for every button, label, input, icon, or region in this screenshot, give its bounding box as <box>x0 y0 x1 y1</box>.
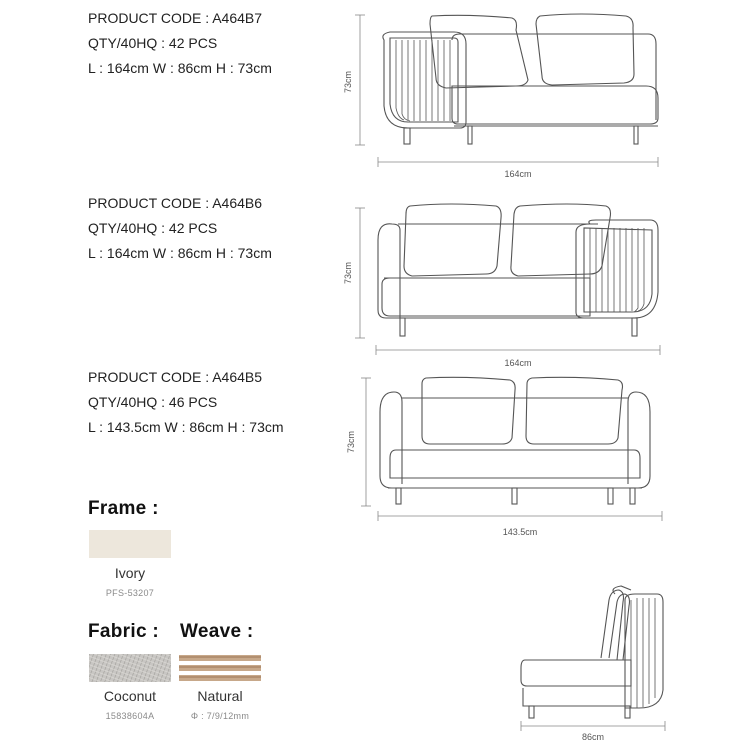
height-label: 73cm <box>346 430 356 454</box>
product-code: PRODUCT CODE : A464B7 <box>88 10 263 26</box>
product-spec-a464b7 <box>88 6 272 81</box>
width-label: 164cm <box>504 358 532 368</box>
product-code: PRODUCT CODE : A464B6 <box>88 195 263 211</box>
fabric-heading: Fabric : <box>88 621 160 642</box>
sofa-side-view-drawing <box>505 580 680 745</box>
frame-heading: Frame : <box>88 498 159 519</box>
product-dimensions: L : 143.5cm W : 86cm H : 73cm <box>88 419 284 435</box>
weave-swatch-code: Φ : 7/9/12mm <box>190 711 250 721</box>
product-qty: QTY/40HQ : 42 PCS <box>88 35 218 51</box>
product-spec-a464b5 <box>88 365 284 440</box>
frame-swatch-name: Ivory <box>114 565 146 581</box>
frame-swatch-ivory <box>89 530 171 558</box>
frame-swatch-code: PFS-53207 <box>105 588 155 598</box>
sofa-drawing-a464b7 <box>340 10 670 185</box>
product-dimensions: L : 164cm W : 86cm H : 73cm <box>88 60 272 76</box>
weave-swatch-name: Natural <box>197 688 243 704</box>
fabric-swatch-name: Coconut <box>103 688 157 704</box>
width-label: 143.5cm <box>502 527 538 537</box>
height-label: 73cm <box>343 70 353 94</box>
product-spec-a464b6 <box>88 191 272 266</box>
weave-heading: Weave : <box>180 621 254 642</box>
sofa-drawing-a464b5 <box>340 372 670 544</box>
product-qty: QTY/40HQ : 42 PCS <box>88 220 218 236</box>
weave-swatch-natural <box>179 654 261 682</box>
product-qty: QTY/40HQ : 46 PCS <box>88 394 218 410</box>
product-code: PRODUCT CODE : A464B5 <box>88 369 263 385</box>
fabric-swatch-code: 15838604A <box>105 711 155 721</box>
product-dimensions: L : 164cm W : 86cm H : 73cm <box>88 245 272 261</box>
depth-label: 86cm <box>581 732 605 742</box>
width-label: 164cm <box>504 169 532 179</box>
fabric-swatch-coconut <box>89 654 171 682</box>
height-label: 73cm <box>343 261 353 285</box>
sofa-drawing-a464b6 <box>340 200 670 375</box>
